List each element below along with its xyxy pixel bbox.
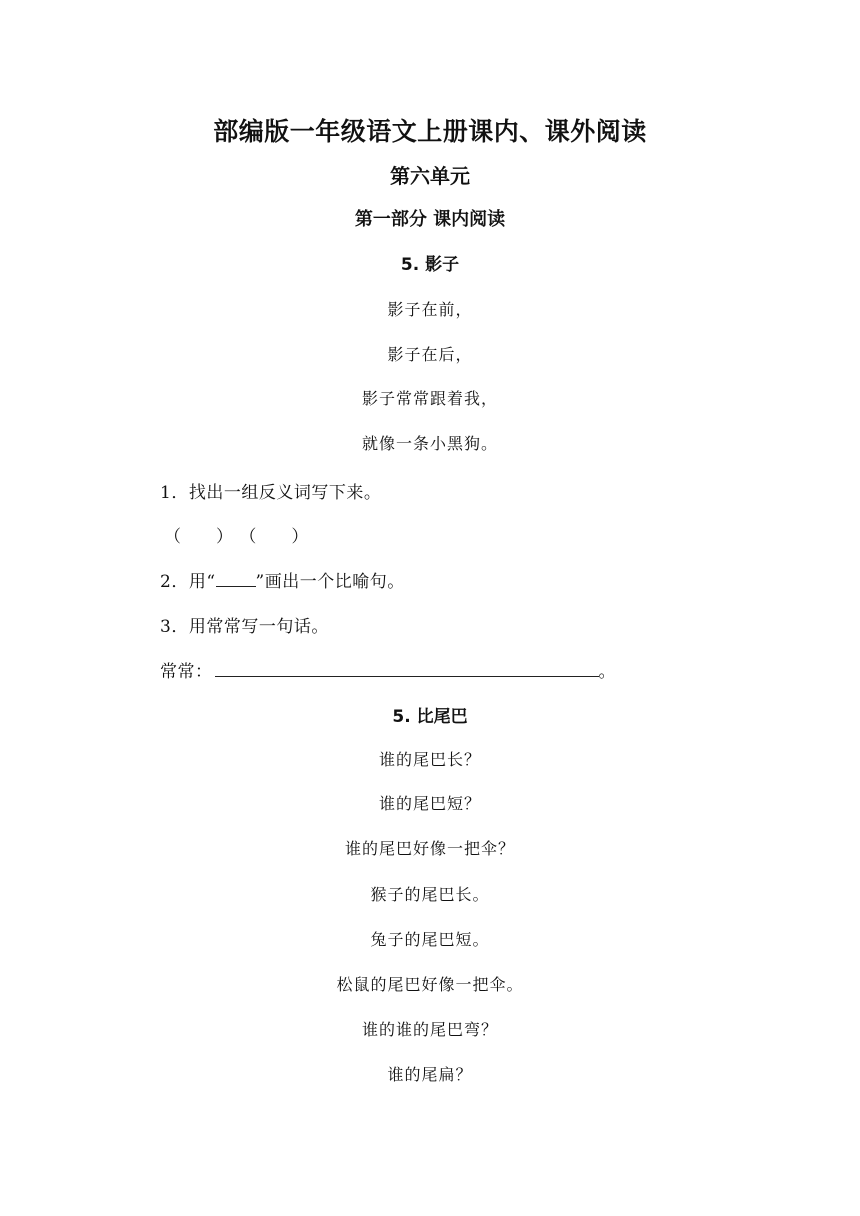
poem-line: 影子常常跟着我， (361, 389, 498, 408)
question-2-prefix: 2．用“ (160, 572, 216, 592)
page-title: 部编版一年级语文上册课内、课外阅读 (213, 117, 647, 146)
poem-line: 就像一条小黑狗。 (361, 434, 498, 453)
answer-write-line[interactable] (215, 660, 599, 677)
poem-line: 猴子的尾巴长。 (370, 885, 490, 904)
poem-line: 谁的谁的尾巴弯？ (361, 1020, 498, 1039)
poem-line: 谁的尾巴长？ (378, 750, 481, 769)
answer-blank-2[interactable] (239, 527, 309, 547)
lesson-title-shadow: 5. 影子 (400, 255, 460, 275)
poem-line: 影子在前， (387, 300, 473, 319)
poem-line: 影子在后， (387, 345, 473, 364)
answer-blanks-antonyms (164, 522, 309, 547)
paren-open: （ (239, 527, 257, 547)
answer-end-mark: 。 (598, 662, 616, 682)
poem-line: 松鼠的尾巴好像一把伞。 (336, 975, 524, 994)
poem-line: 谁的尾巴好像一把伞？ (344, 839, 515, 858)
answer-blank-1[interactable] (164, 527, 239, 547)
lesson-title-tail: 5. 比尾巴 (392, 707, 468, 727)
poem-line: 谁的尾巴短？ (378, 794, 481, 813)
question-2-suffix: ”画出一个比喻句。 (255, 572, 405, 592)
answer-label: 常常： (160, 662, 213, 682)
question-2 (160, 567, 405, 592)
question-3: 3．用常常写一句话。 (160, 617, 329, 637)
part-heading: 第一部分 课内阅读 (354, 209, 506, 230)
paren-close: ） (216, 527, 234, 547)
paren-close: ） (291, 527, 309, 547)
question-1: 1．找出一组反义词写下来。 (160, 483, 382, 503)
paren-open: （ (164, 527, 182, 547)
answer-line-changchang (160, 657, 616, 682)
underline-sample (216, 572, 256, 587)
poem-line: 谁的尾扁？ (387, 1065, 473, 1084)
poem-line: 兔子的尾巴短。 (370, 930, 490, 949)
unit-heading: 第六单元 (390, 164, 470, 188)
